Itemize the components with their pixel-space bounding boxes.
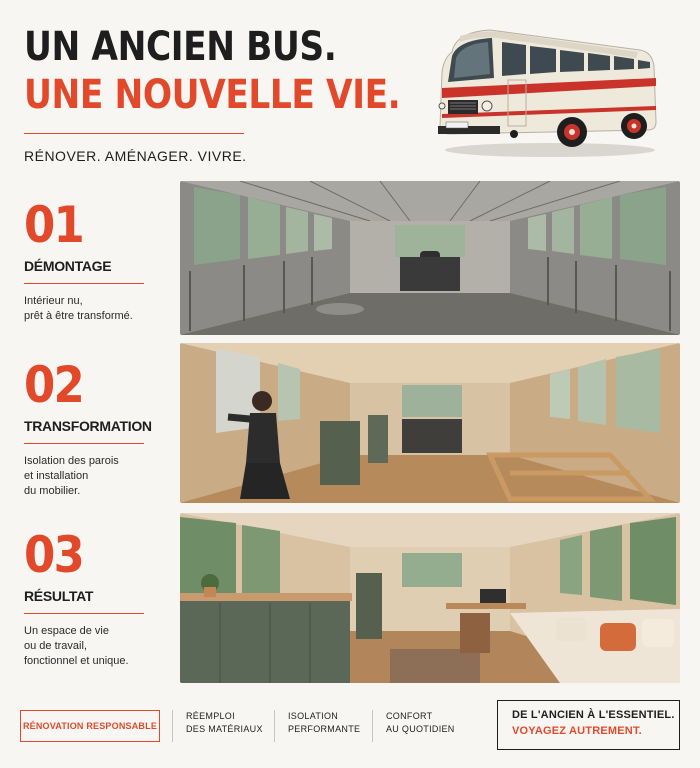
step-description: Intérieur nu, prêt à être transformé. xyxy=(24,295,133,322)
feature-line: RÉEMPLOI xyxy=(186,711,235,721)
headline-line-2: UNE NOUVELLE VIE. xyxy=(24,72,401,118)
feature-insulation xyxy=(288,710,360,736)
step-title: RÉSULTAT xyxy=(24,588,94,604)
feature-comfort xyxy=(386,710,455,736)
step-description: Un espace de vie ou de travail, fonctionnel et unique. xyxy=(24,625,129,667)
step-number: 03 xyxy=(24,526,84,584)
step-number: 02 xyxy=(24,356,84,414)
responsible-renovation-badge: RÉNOVATION RESPONSABLE xyxy=(20,710,160,742)
step-title: TRANSFORMATION xyxy=(24,418,152,434)
slogan-box xyxy=(497,700,680,750)
feature-line: DES MATÉRIAUX xyxy=(186,724,263,734)
feature-line: PERFORMANTE xyxy=(288,724,361,734)
step-resultat xyxy=(24,526,149,669)
vintage-bus-image xyxy=(430,22,662,162)
slogan-line-2: VOYAGEZ AUTREMENT. xyxy=(512,725,642,737)
header xyxy=(0,0,700,178)
finished-bus-living-space-photo xyxy=(180,513,680,683)
divider xyxy=(172,710,173,742)
feature-line: ISOLATION xyxy=(288,711,339,721)
headline-divider xyxy=(24,133,244,134)
gutted-bus-interior-photo xyxy=(180,181,680,335)
step-divider xyxy=(24,613,144,614)
step-divider xyxy=(24,283,144,284)
feature-line: CONFORT xyxy=(386,711,433,721)
footer xyxy=(0,688,700,768)
step-divider xyxy=(24,443,144,444)
divider xyxy=(372,710,373,742)
feature-line: AU QUOTIDIEN xyxy=(386,724,455,734)
headline-line-1: UN ANCIEN BUS. xyxy=(24,24,337,70)
feature-reuse xyxy=(186,710,263,736)
step-description: Isolation des parois et installation du mobilier. xyxy=(24,455,119,497)
tagline: RÉNOVER. AMÉNAGER. VIVRE. xyxy=(24,148,247,164)
step-number: 01 xyxy=(24,196,84,254)
bus-renovation-in-progress-photo xyxy=(180,343,680,503)
divider xyxy=(274,710,275,742)
step-demontage xyxy=(24,196,149,324)
step-transformation xyxy=(24,356,152,499)
slogan-line-1: DE L'ANCIEN À L'ESSENTIEL. xyxy=(512,709,675,721)
step-title: DÉMONTAGE xyxy=(24,258,112,274)
